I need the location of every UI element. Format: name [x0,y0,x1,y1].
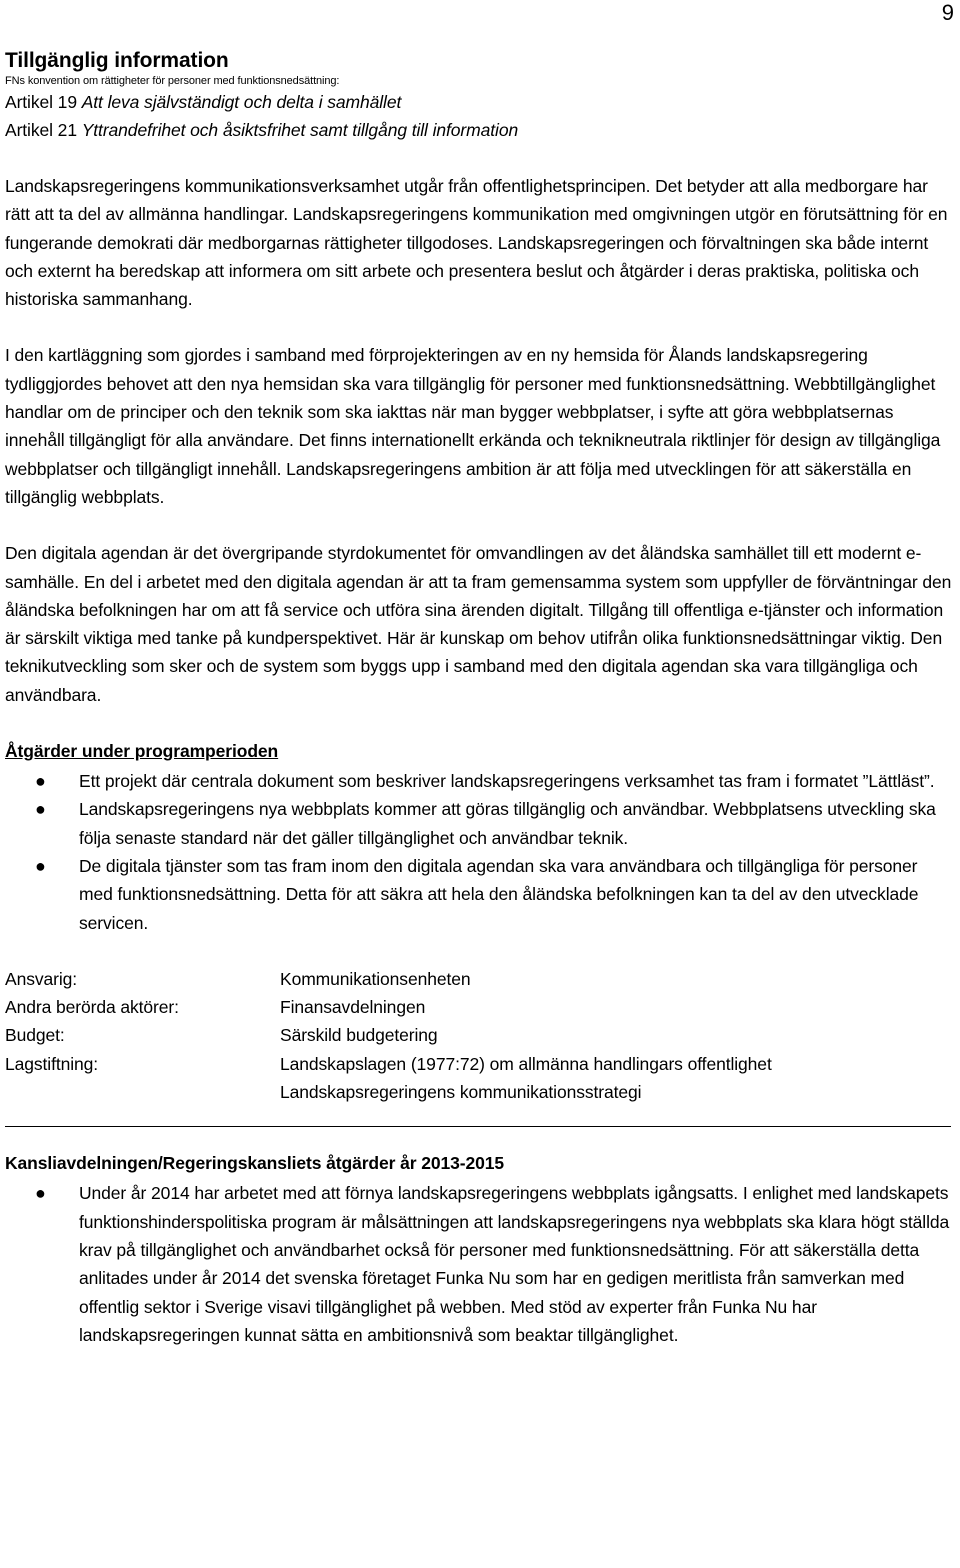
row-label: Andra berörda aktörer: [5,997,179,1018]
row-label [5,1078,280,1106]
row-label: Ansvarig: [5,968,78,989]
list-item [5,852,955,937]
list-item [5,1179,955,1349]
article-21-title: Yttrandefrihet och åsiktsfrihet samt tillgång till information [81,120,519,140]
list-item [5,795,955,852]
document-title: Tillgänglig information [5,49,229,72]
section-divider [5,1126,951,1127]
list-item-text: Ett projekt där centrala dokument som beskriver landskapsregeringens verksamhet tas fram i formatet ”Lättläst”. [79,771,935,792]
paragraph-communication: Landskapsregeringens kommunikationsverksamhet utgår från offentlighetsprincipen. Det betyder att alla medborgare har rätt att ta del av allmänna handlingar. Landskapsregeringens kommunikation med omgivningen utgör en förutsättning för en fungerande demokrati där medborgarnas rättigheter tillgodoses. Landskapsregeringen och förvaltningen ska både internt och externt ha beredskap att informera om sitt arbete och presentera beslut och åtgärder i deras praktiska, politiska och historiska sammanhang. [5,176,948,310]
paragraph-digital-agenda: Den digitala agendan är det övergripande styrdokumentet för omvandlingen av det åländska samhället till ett modernt e-samhälle. En del i arbetet med den digitala agendan är att ta fram gemensamma system som uppfyller de förväntningar den åländska befolkningen har om att få service och utföra sina ärenden digitalt. Tillgång till offentliga e-tjänster och information är särskilt viktiga med tanke på kundperspektivet. Här är kunskap om behov utifrån olika funktionsnedsättningar viktig. Den teknikutveckling som sker och de system som byggs upp i samband med den digitala agendan ska vara tillgängliga och användbara. [5,543,952,705]
measures-heading: Åtgärder under programperioden [5,741,279,762]
table-row [5,1021,772,1049]
list-item-text: Landskapsregeringens nya webbplats kommer att göras tillgänglig och användbar. Webbplatsens utveckling ska följa senaste standard när det gäller tillgänglighet och användbar teknik. [79,799,936,848]
row-value: Kommunikationsenheten [280,968,471,989]
article-19-prefix: Artikel 19 [5,92,82,112]
row-label: Lagstiftning: [5,1053,99,1074]
office-heading: Kansliavdelningen/Regeringskansliets åtgärder år 2013-2015 [5,1153,505,1174]
list-item-text: De digitala tjänster som tas fram inom den digitala agendan ska vara användbara och tillgängliga för personer med funktionsnedsättning. Detta för att säkra att hela den åländska befolkningen kan ta del av den utvecklade servicen. [79,855,919,933]
paragraph-web-accessibility: I den kartläggning som gjordes i samband med förprojekteringen av en ny hemsida för Ålands landskapsregering tydliggjordes behovet att den nya hemsidan ska vara tillgänglig för personer med funktionsnedsättning. Webbtillgänglighet handlar om de principer och den teknik som ska iakttas när man bygger webbplatser, i syfte att göra webbplatsernas innehåll tillgängligt för alla användare. Det finns internationellt erkända och teknikneutrala riktlinjer för design av tillgängliga webbplatser och tillgängligt innehåll. Landskapsregeringens ambition är att följa med utvecklingen för att säkerställa en tillgänglig webbplats. [5,345,941,507]
bullet-icon: ● [35,771,46,792]
row-value: Landskapsregeringens kommunikationsstrategi [280,1082,642,1103]
list-item [5,767,955,795]
table-row [5,1050,772,1078]
office-list [5,1179,955,1349]
row-value: Landskapslagen (1977:72) om allmänna handlingars offentlighet [280,1053,772,1074]
convention-subtitle: FNs konvention om rättigheter för personer med funktionsnedsättning: [5,75,340,87]
row-value: Särskild budgetering [280,1025,438,1046]
row-label: Budget: [5,1025,65,1046]
article-19 [5,88,955,116]
bullet-icon: ● [35,799,46,820]
list-item-text: Under år 2014 har arbetet med att förnya landskapsregeringens webbplats igångsatts. I enlighet med landskapets funktionshinderspolitiska program är målsättningen att landskapsregeringens nya webbplats ska klara högt ställda krav på tillgänglighet och användbarhet också för personer med funktionsnedsättning. För att säkerställa detta anlitades under år 2014 det svenska företaget Funka Nu som har en gedigen meritlista från samverkan med offentlig sektor i Sverige visavi tillgänglighet på webben. Med stöd av experter från Funka Nu har landskapsregeringen kunnat sätta en ambitionsnivå som beaktar tillgänglighet. [79,1183,950,1345]
document-body [5,48,955,1349]
table-row [5,993,772,1021]
row-value: Finansavdelningen [280,997,426,1018]
article-19-title: Att leva självständigt och delta i samhället [81,92,402,112]
bullet-icon: ● [35,855,46,876]
table-row [5,965,772,993]
article-21-prefix: Artikel 21 [5,120,82,140]
table-row [5,1078,772,1106]
bullet-icon: ● [35,1183,46,1204]
article-21 [5,116,955,144]
page-number: 9 [941,0,954,25]
measures-list [5,767,955,937]
responsibility-table [5,965,772,1106]
